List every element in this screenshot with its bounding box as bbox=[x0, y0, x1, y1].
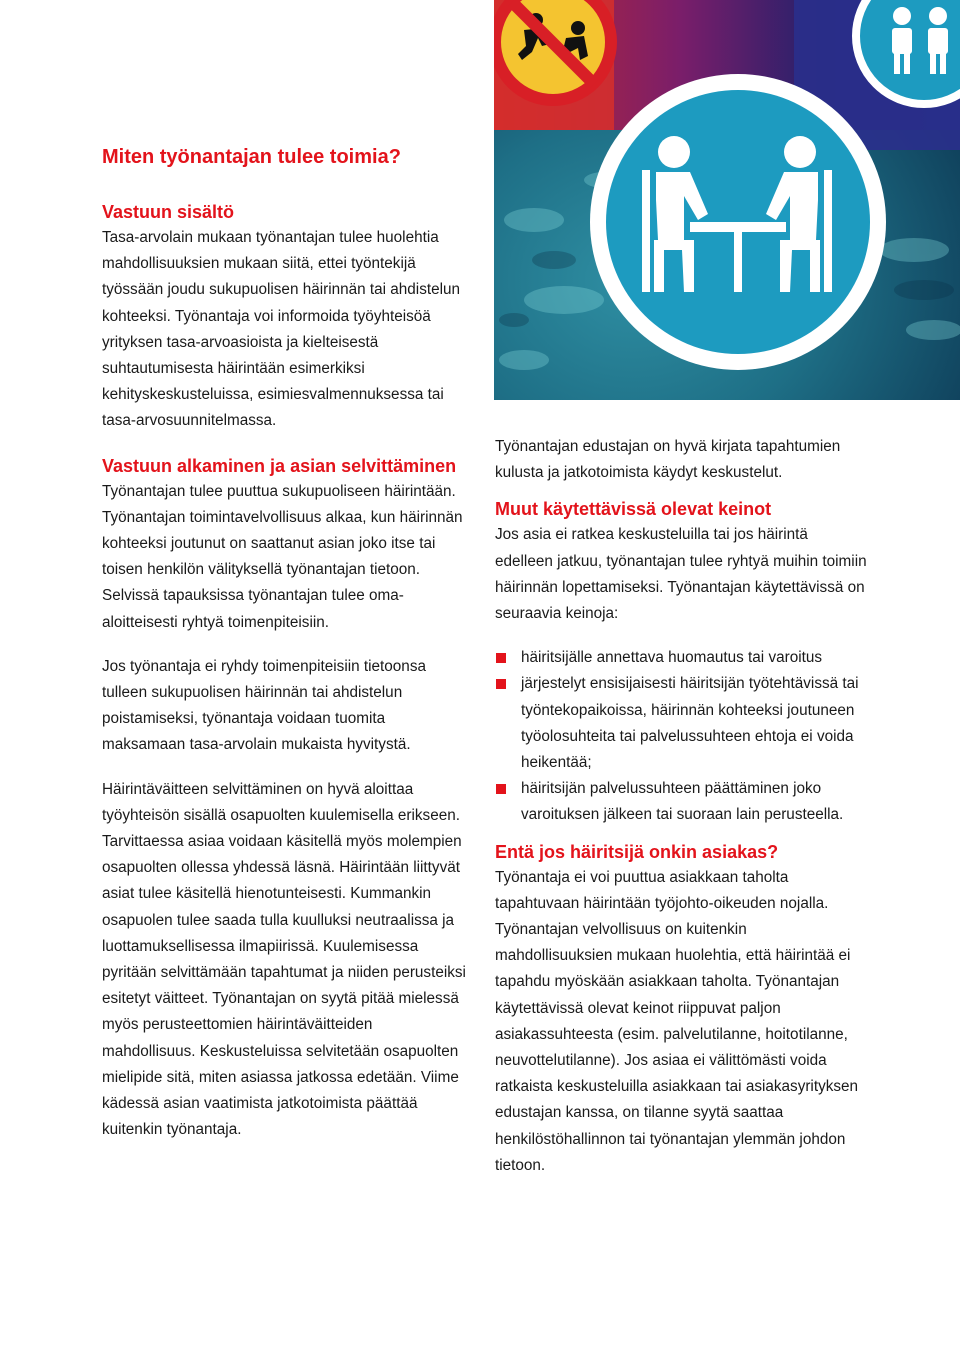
hero-illustration bbox=[494, 0, 960, 400]
list-item bbox=[495, 645, 867, 671]
intro-paragraph: Työnantajan edustajan on hyvä kirjata tapahtumien kulusta ja jatkotoimista käydyt keskustelut. bbox=[495, 438, 841, 482]
bullet-square-icon bbox=[496, 653, 506, 663]
section-paragraph: Jos asia ei ratkea keskusteluilla tai jos häirintä edelleen jatkuu, työnantajan tulee ryhtyä muihin toimiin häirinnän lopettamiseksi. Työnantajan käytettävissä on seuraavia keinoja: bbox=[495, 526, 867, 623]
section-paragraph: Häirintäväitteen selvittäminen on hyvä aloittaa työyhteisön sisällä osapuolten kuulemisella erikseen. Tarvittaessa asiaa voidaan käsitellä myös molempien osapuolten ollessa yhdessä läsnä. Häirintään liittyvät asiat tulee käsitellä hienotunteisesti. Kummankin osapuolen tulee saada tulla kuulluksi neutraalissa ja luottamuksellisessa ilmapiirissä. Kuulemisessa pyritään selvittämään tapahtumat ja niiden perusteiksi esitetyt väitteet. Työnantajan on syytä pitää mielessä myös perusteettomien häirintäväitteiden mahdollisuus. Keskusteluissa selvitetään osapuolten mielipide sitä, miten asiassa jatkossa edetään. Viime kädessä asian vaatimista jatkotoimista päättää kuitenkin työnantaja. bbox=[102, 780, 466, 1139]
people-at-table-sign-icon bbox=[590, 74, 886, 370]
left-column bbox=[102, 143, 467, 1144]
page-title: Miten työnantajan tulee toimia? bbox=[102, 146, 401, 168]
no-fighting-sign-icon bbox=[495, 0, 611, 100]
section-heading-asiakas: Entä jos häiritsijä onkin asiakas? bbox=[495, 841, 779, 862]
bullet-square-icon bbox=[496, 679, 506, 689]
measures-list bbox=[495, 645, 867, 828]
list-item bbox=[495, 776, 867, 828]
section-paragraph: Jos työnantaja ei ryhdy toimenpiteisiin tietoonsa tulleen sukupuolisen häirinnän tai ahdistelun poistamiseksi, työnantaja voidaan tuomita maksamaan tasa-arvolain mukaista hyvitystä. bbox=[102, 657, 426, 754]
list-item-text: järjestelyt ensisijaisesti häiritsijän työtehtävissä tai työntekopaikoissa, häirinnän kohteeksi joutuneen työolosuhteita tai palvelussuhteen ehtoja ei voida heikentää; bbox=[521, 675, 859, 772]
list-item-text: häiritsijälle annettava huomautus tai varoitus bbox=[521, 649, 823, 667]
section-paragraph: Tasa-arvolain mukaan työnantajan tulee huolehtia mahdollisuuksien mukaan siitä, ettei työntekijä työssään joudu sukupuolisen häirinnän tai ahdistelun kohteeksi. Työnantaja voi informoida työyhteisöä yrityksen tasa-arvoasioista ja kielteisestä suhtautumisesta häirintään esimerkiksi kehityskeskusteluissa, esimiesvalmennuksessa tai tasa-arvosuunnitelmassa. bbox=[102, 229, 461, 430]
right-column bbox=[495, 434, 867, 1179]
section-paragraph: Työnantajan tulee puuttua sukupuoliseen häirintään. Työnantajan toimintavelvollisuus alkaa, kun häirinnän kohteeksi joutunut on saattanut asian joko itse tai toisen henkilön välityksellä työnantajan tietoon. Selvissä tapauksissa työnantajan tulee oma-aloitteisesti ryhtyä toimenpiteisiin. bbox=[102, 482, 463, 631]
bullet-square-icon bbox=[496, 784, 506, 794]
list-item bbox=[495, 671, 867, 776]
section-heading-vastuun-alkaminen: Vastuun alkaminen ja asian selvittäminen bbox=[102, 455, 457, 476]
section-paragraph: Työnantaja ei voi puuttua asiakkaan taholta tapahtuvaan häirintään työjohto-oikeuden nojalla. Työnantajan velvollisuus on kuitenkin mahdollisuuksien mukaan huolehtia, että häirintää ei tapahdu myöskään asiakkaan taholta. Työnantajan käytettävissä olevat keinot riippuvat paljon asiakassuhteesta (esim. palvelutilanne, hoitotilanne, neuvottelutilanne). Jos asiaa ei välittömästi voida ratkaista keskusteluilla asiakkaan tai asiakasyrityksen edustajan kanssa, on tilanne syytä saattaa henkilöstöhallinnon tai työnantajan ylemmän johdon tietoon. bbox=[495, 868, 859, 1174]
section-heading-muut-keinot: Muut käytettävissä olevat keinot bbox=[495, 499, 772, 520]
list-item-text: häiritsijän palvelussuhteen päättäminen joko varoituksen jälkeen tai suoraan lain perusteella. bbox=[521, 780, 844, 824]
section-heading-vastuun-sisalto: Vastuun sisältö bbox=[102, 202, 235, 222]
